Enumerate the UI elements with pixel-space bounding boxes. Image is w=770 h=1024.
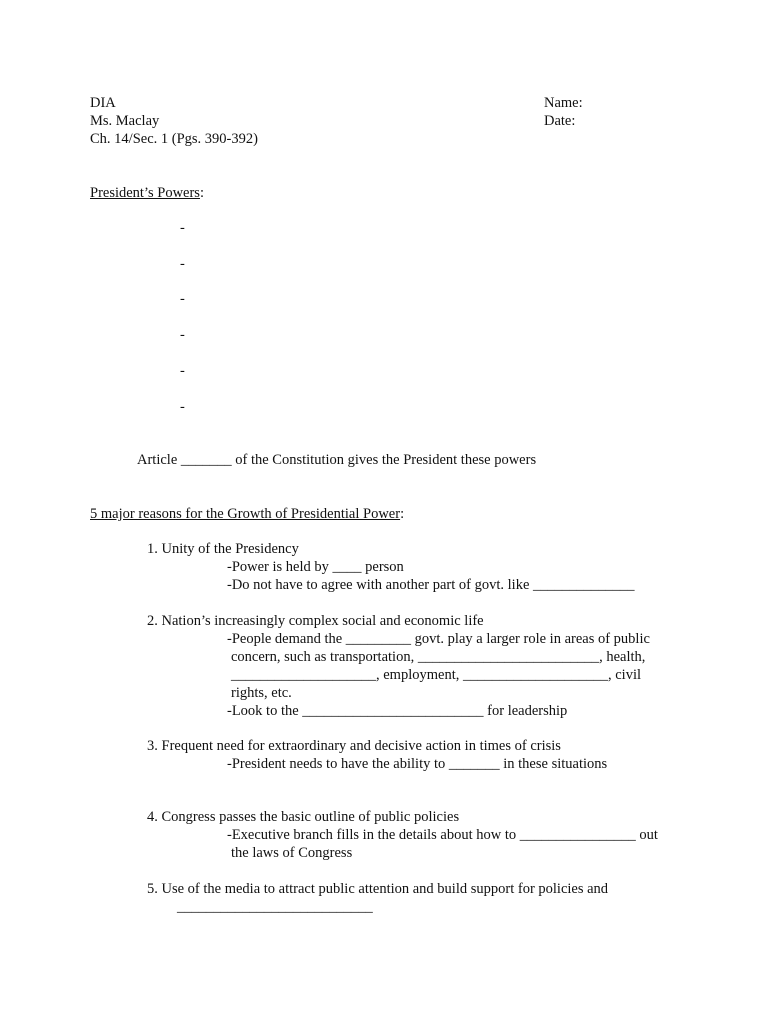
reason-2-line: rights, etc. (231, 685, 292, 701)
reason-3-line: -President needs to have the ability to _______ in these situations (227, 756, 608, 772)
chapter-reference: Ch. 14/Sec. 1 (Pgs. 390-392) (90, 131, 258, 147)
reason-1-line: -Do not have to agree with another part of govt. like ______________ (227, 577, 635, 593)
reason-5-line: ___________________________ (177, 899, 373, 915)
power-bullet: - (180, 291, 185, 307)
powers-heading-colon: : (199, 185, 204, 201)
reason-2-line: concern, such as transportation, _________________________, health, (231, 649, 646, 665)
reason-2-title: 2. Nation’s increasingly complex social and economic life (147, 613, 484, 629)
growth-heading-colon: : (400, 506, 405, 522)
growth-heading (90, 505, 404, 523)
reason-1-line: -Power is held by ____ person (227, 559, 404, 575)
reason-2-line: -Look to the _________________________ for leadership (227, 703, 568, 719)
power-bullet: - (180, 256, 185, 272)
reason-3-title: 3. Frequent need for extraordinary and decisive action in times of crisis (147, 738, 561, 754)
power-bullet: - (180, 220, 185, 236)
reason-4-title: 4. Congress passes the basic outline of public policies (147, 809, 460, 825)
reason-1-title: 1. Unity of the Presidency (147, 541, 299, 557)
name-label: Name: (544, 95, 583, 111)
reason-2-line: ____________________, employment, ____________________, civil (231, 667, 642, 683)
reason-4-line: -Executive branch fills in the details about how to ________________ out (227, 827, 658, 843)
date-label: Date: (544, 113, 576, 129)
powers-heading-text: President’s Powers (90, 185, 200, 201)
class-name: DIA (90, 95, 116, 111)
teacher-name: Ms. Maclay (90, 113, 160, 129)
reason-2-line: -People demand the _________ govt. play a larger role in areas of public (227, 631, 650, 647)
growth-heading-text: 5 major reasons for the Growth of Presidential Power (90, 506, 401, 522)
power-bullet: - (180, 363, 185, 379)
reason-5-title: 5. Use of the media to attract public attention and build support for policies and (147, 881, 609, 897)
article-line: Article _______ of the Constitution gives the President these powers (137, 452, 537, 468)
reason-4-line: the laws of Congress (231, 845, 353, 861)
power-bullet: - (180, 327, 185, 343)
power-bullet: - (180, 399, 185, 415)
powers-heading (90, 184, 204, 202)
